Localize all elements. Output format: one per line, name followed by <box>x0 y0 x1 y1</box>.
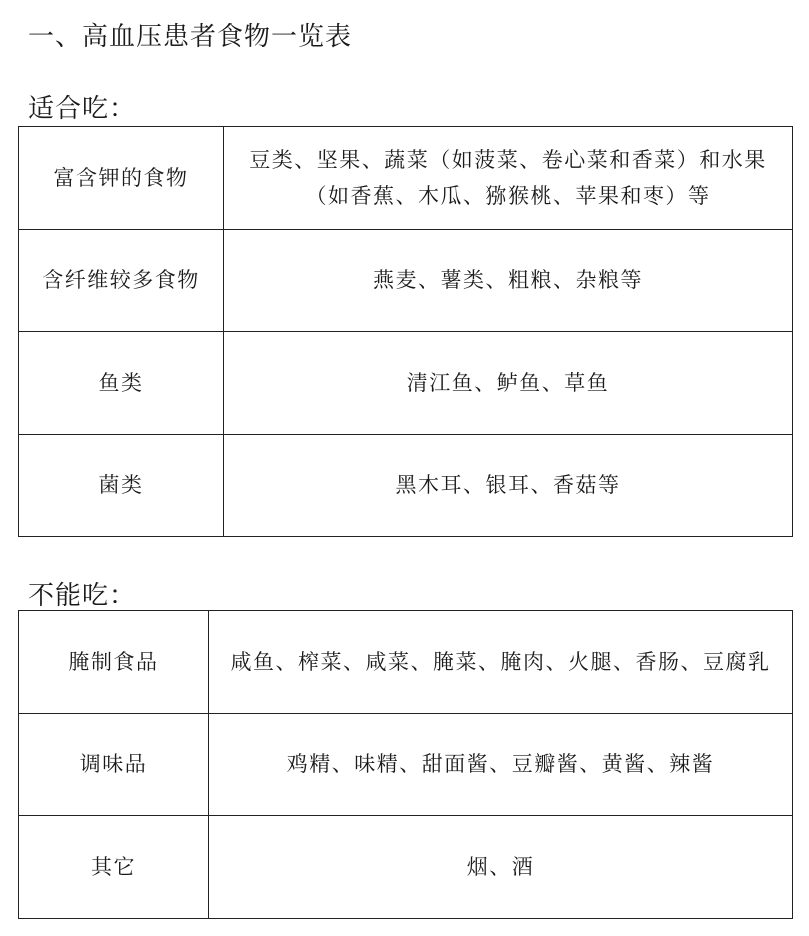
items-cell: 鸡精、味精、甜面酱、豆瓣酱、黄酱、辣酱 <box>209 713 793 816</box>
category-cell: 鱼类 <box>19 332 224 435</box>
items-cell: 豆类、坚果、蔬菜（如菠菜、卷心菜和香菜）和水果（如香蕉、木瓜、猕猴桃、苹果和枣）等 <box>224 127 793 230</box>
items-cell: 烟、酒 <box>209 816 793 919</box>
table-row <box>19 434 793 537</box>
suitable-food-table <box>18 126 793 537</box>
unsuitable-heading: 不能吃： <box>28 581 137 611</box>
category-cell: 其它 <box>19 816 209 919</box>
suitable-heading: 适合吃： <box>28 94 137 124</box>
category-cell: 含纤维较多食物 <box>19 229 224 332</box>
items-cell: 黑木耳、银耳、香菇等 <box>224 434 793 537</box>
unsuitable-food-table <box>18 610 793 919</box>
table-row <box>19 611 793 714</box>
page-title: 一、高血压患者食物一览表 <box>28 22 353 52</box>
category-cell: 富含钾的食物 <box>19 127 224 230</box>
category-cell: 腌制食品 <box>19 611 209 714</box>
table-row <box>19 713 793 816</box>
category-cell: 菌类 <box>19 434 224 537</box>
table-row <box>19 332 793 435</box>
items-cell: 燕麦、薯类、粗粮、杂粮等 <box>224 229 793 332</box>
items-cell: 咸鱼、榨菜、咸菜、腌菜、腌肉、火腿、香肠、豆腐乳 <box>209 611 793 714</box>
table-row <box>19 229 793 332</box>
category-cell: 调味品 <box>19 713 209 816</box>
items-cell: 清江鱼、鲈鱼、草鱼 <box>224 332 793 435</box>
table-row <box>19 127 793 230</box>
table-row <box>19 816 793 919</box>
